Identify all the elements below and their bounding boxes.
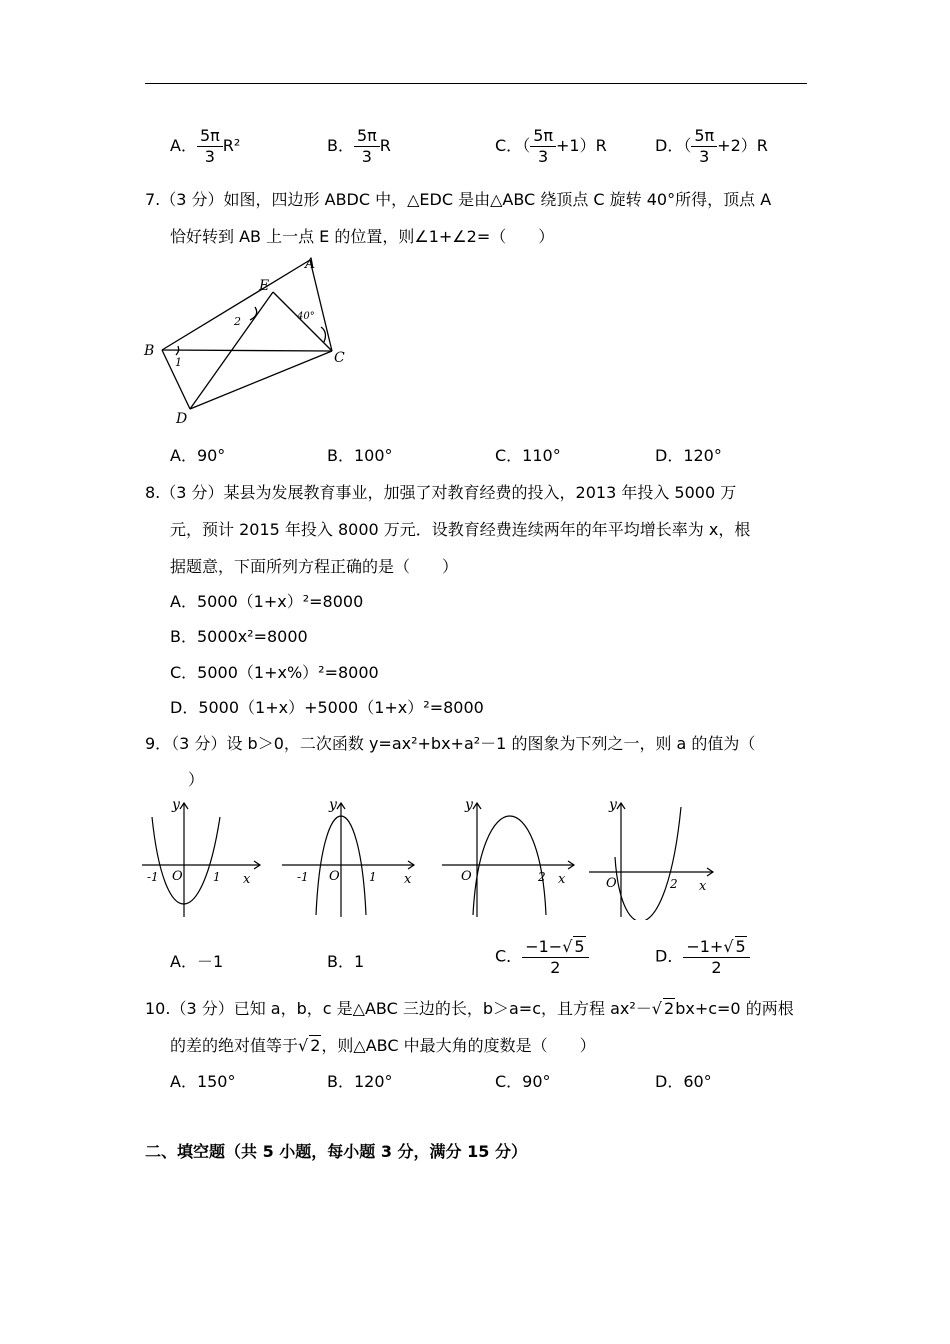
svg-text:2: 2 — [538, 870, 546, 884]
q6-option-b: B． $\frac{5\pi}{3}$ R — [327, 126, 391, 166]
svg-text:O: O — [329, 869, 340, 884]
label-D: D — [176, 411, 188, 427]
svg-text:y: y — [172, 797, 180, 813]
q8-option-b: B．5000x²=8000 — [170, 627, 308, 646]
svg-text:1: 1 — [213, 870, 221, 884]
q10-option-a: A．150° — [170, 1072, 236, 1091]
q7-option-d: D．120° — [655, 446, 722, 465]
q9-stem-line2: ） — [188, 770, 205, 789]
q10-stem-line2: 的差的绝对值等于√ 2，则△ABC 中最大角的度数是（ ） — [170, 1036, 596, 1055]
q9-option-a: A．－1 — [170, 952, 224, 971]
svg-text:O: O — [172, 869, 183, 884]
q8-stem-line2: 元，预计 2015 年投入 8000 万元．设教育经费连续两年的年平均增长率为 x，根 — [170, 520, 751, 539]
section-heading-fill-in: 二、填空题（共 5 小题，每小题 3 分，满分 15 分） — [145, 1142, 527, 1161]
q9-graph-d — [587, 795, 722, 920]
svg-text:y: y — [609, 797, 617, 813]
q9-option-c: C． $\frac{-1-√ 5}{2}$ — [495, 936, 589, 978]
label-angle-40: 40° — [297, 311, 315, 322]
q6-option-c: C．（ $\frac{5\pi}{3}$ +1）R — [495, 126, 607, 166]
q7-option-c: C．110° — [495, 446, 561, 465]
q8-stem-line3: 据题意，下面所列方程正确的是（ ） — [170, 557, 459, 576]
q9-graph-a — [140, 795, 265, 920]
q7-stem-line2: 恰好转到 AB 上一点 E 的位置，则∠1+∠2=（ ） — [170, 227, 555, 246]
q10-stem-line1: 10.（3 分）已知 a，b，c 是△ABC 三边的长，b＞a=c，且方程 ax²－√ 2bx+c=0 的两根 — [145, 999, 794, 1018]
label-B: B — [144, 343, 155, 359]
svg-text:1: 1 — [369, 870, 377, 884]
svg-text:-1: -1 — [297, 870, 309, 884]
svg-text:x: x — [558, 872, 566, 887]
q10-option-c: C．90° — [495, 1072, 551, 1091]
label-E: E — [259, 278, 270, 294]
q9-option-d: D． $\frac{-1+√ 5}{2}$ — [655, 936, 750, 978]
svg-text:-1: -1 — [147, 870, 159, 884]
q6-option-a: A． $\frac{5\pi}{3}$ R² — [170, 126, 241, 166]
label-angle-1: 1 — [175, 356, 182, 369]
q9-graph-b — [280, 795, 420, 920]
svg-text:x: x — [404, 872, 412, 887]
svg-text:2: 2 — [670, 877, 678, 891]
q8-stem-line1: 8.（3 分）某县为发展教育事业，加强了对教育经费的投入，2013 年投入 5000 万 — [145, 483, 737, 502]
q6-option-d: D．（ $\frac{5\pi}{3}$ +2）R — [655, 126, 768, 166]
q8-option-d: D．5000（1+x）+5000（1+x）²=8000 — [170, 698, 484, 717]
q8-option-a: A．5000（1+x）²=8000 — [170, 592, 364, 611]
svg-text:O: O — [606, 876, 617, 891]
q8-option-c: C．5000（1+x%）²=8000 — [170, 663, 379, 682]
q9-option-b: B．1 — [327, 952, 365, 971]
svg-text:x: x — [699, 879, 707, 894]
q9-stem-line1: 9．（3 分）设 b＞0，二次函数 y=ax²+bx+a²－1 的图象为下列之一，则 a 的值为（ — [145, 734, 756, 753]
q7-quadrilateral-figure — [138, 252, 358, 432]
label-A: A — [305, 256, 316, 272]
q10-option-d: D．60° — [655, 1072, 712, 1091]
q10-option-b: B．120° — [327, 1072, 393, 1091]
q7-option-b: B．100° — [327, 446, 393, 465]
label-angle-2: 2 — [234, 315, 241, 328]
svg-text:x: x — [243, 872, 251, 887]
q9-graph-c — [440, 795, 580, 920]
svg-text:O: O — [461, 869, 472, 884]
svg-text:y: y — [329, 797, 337, 813]
q7-stem-line1: 7.（3 分）如图，四边形 ABDC 中，△EDC 是由△ABC 绕顶点 C 旋转 40°所得，顶点 A — [145, 190, 772, 209]
label-C: C — [334, 350, 345, 366]
svg-text:y: y — [465, 797, 473, 813]
header-rule — [145, 83, 807, 84]
q7-option-a: A．90° — [170, 446, 226, 465]
